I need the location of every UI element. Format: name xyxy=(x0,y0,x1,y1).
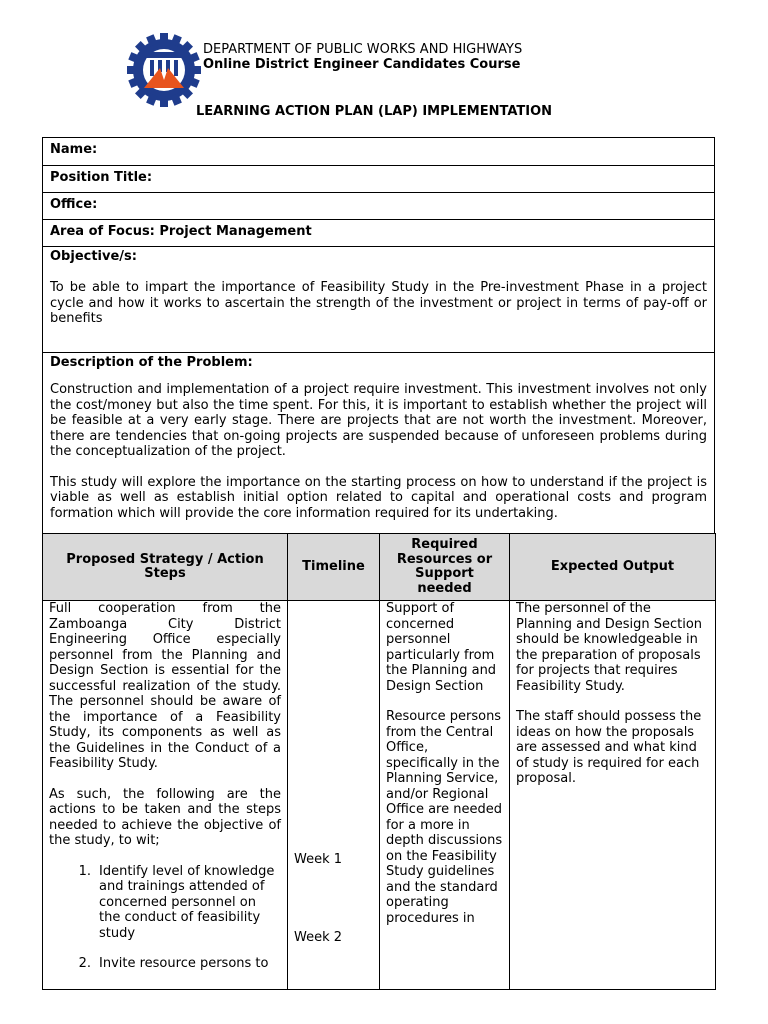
problem-paragraph-1: Construction and implementation of a project require investment. This investment involves not only the cost/money but also the time spent. For this, it is important to establish whether the project will be feasible at a very early stage. There are projects that are not worth the investment. Moreover, there are tendencies that on-going projects are suspended because of unforeseen problems during the conceptualization of the project. xyxy=(50,382,707,459)
table-row xyxy=(43,601,716,990)
timeline-week-1: Week 1 xyxy=(294,852,343,867)
output-paragraph-2: The staff should possess the ideas on how the proposals are assessed and what kind of study is required for each proposal. xyxy=(516,709,702,786)
output-cell xyxy=(510,601,716,990)
objective-text: To be able to impart the importance of Feasibility Study in the Pre-investment Phase in a project cycle and how it works to ascertain the strength of the investment or project in terms of pay-off or benefits xyxy=(50,280,707,326)
list-item xyxy=(49,956,281,972)
position-title-field: Position Title: xyxy=(43,165,714,192)
action-plan-table xyxy=(42,533,716,990)
header-timeline: Timeline xyxy=(288,534,380,601)
header-strategy: Proposed Strategy / Action Steps xyxy=(43,534,288,601)
course-name: Online District Engineer Candidates Course xyxy=(203,57,521,72)
office-field: Office: xyxy=(43,192,714,219)
step-text: Invite resource persons to xyxy=(99,956,269,971)
table-header-row xyxy=(43,534,716,601)
action-steps-list xyxy=(49,864,281,972)
timeline-week-2: Week 2 xyxy=(294,930,343,945)
resources-cell xyxy=(380,601,510,990)
lap-form xyxy=(42,137,715,534)
department-name: DEPARTMENT OF PUBLIC WORKS AND HIGHWAYS xyxy=(203,42,523,57)
objective-label: Objective/s: xyxy=(50,249,137,264)
strategy-paragraph-2: As such, the following are the actions to be taken and the steps needed to achieve the objective of the study, to wit; xyxy=(49,786,281,848)
header-output: Expected Output xyxy=(510,534,716,601)
list-item xyxy=(49,864,281,942)
document-title: LEARNING ACTION PLAN (LAP) IMPLEMENTATION xyxy=(195,104,553,119)
output-paragraph-1: The personnel of the Planning and Design Section should be knowledgeable in the preparation of proposals for projects that requires Feasibility Study. xyxy=(516,601,703,694)
strategy-cell xyxy=(43,601,288,990)
header-resources: Required Resources or Support needed xyxy=(380,534,510,601)
problem-section xyxy=(43,352,714,523)
problem-label: Description of the Problem: xyxy=(50,355,253,370)
step-number: 2. xyxy=(78,956,91,971)
step-text: Identify level of knowledge and trainings attended of concerned personnel on the conduct of feasibility study xyxy=(99,863,275,941)
name-field: Name: xyxy=(50,142,98,157)
step-number: 1. xyxy=(78,863,91,879)
objective-section xyxy=(43,246,714,352)
area-of-focus-field: Area of Focus: Project Management xyxy=(43,219,714,246)
dpwh-logo xyxy=(124,30,204,110)
resources-paragraph-1: Support of concerned personnel particularly from the Planning and Design Section xyxy=(386,601,497,694)
strategy-paragraph-1: Full cooperation from the Zamboanga City District Engineering Office especially personnel from the Planning and Design Section is essential for the successful realization of the study. The personnel should be aware of the importance of a Feasibility Study, its components as well as the Guidelines in the Conduct of a Feasibility Study. xyxy=(49,601,281,771)
problem-paragraph-2: This study will explore the importance on the starting process on how to understand if the project is viable as well as establish initial option related to capital and operational costs and program formation which will provide the core information required for its undertaking. xyxy=(50,474,707,521)
resources-paragraph-2: Resource persons from the Central Office, specifically in the Planning Service, and/or Regional Office are needed for a more in depth discussions on the Feasibility Study guidelines and the standard operating procedures in xyxy=(386,709,503,926)
timeline-cell xyxy=(288,601,380,990)
